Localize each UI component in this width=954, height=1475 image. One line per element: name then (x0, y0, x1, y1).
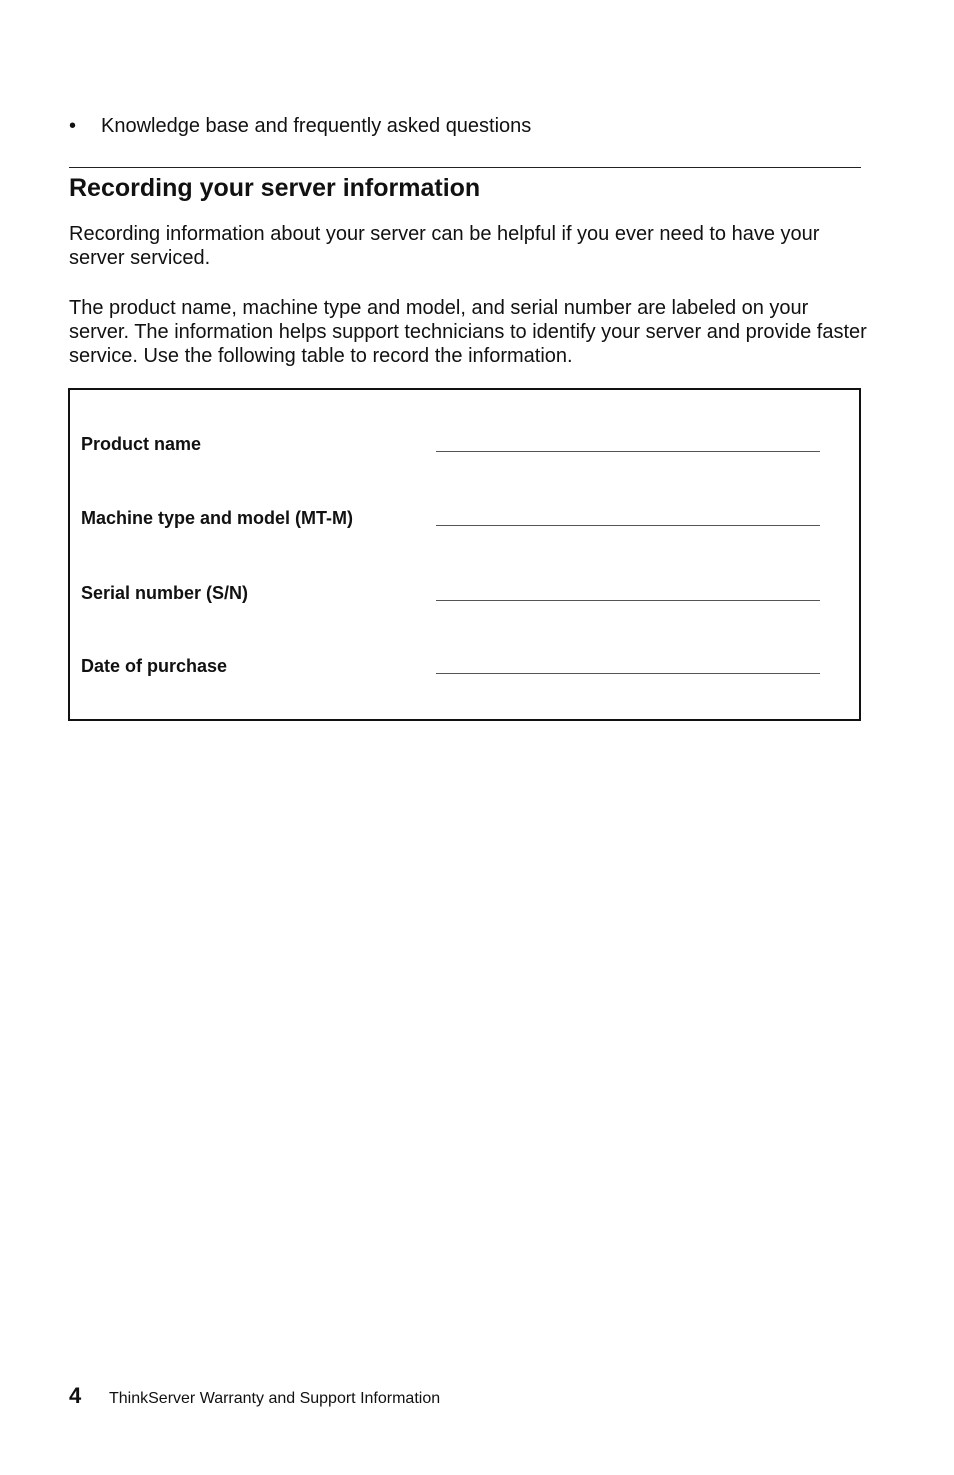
blank-entry-line (436, 600, 820, 601)
blank-entry-line (436, 451, 820, 452)
page-footer (69, 1383, 440, 1409)
blank-entry-line (436, 673, 820, 674)
section-heading: Recording your server information (69, 174, 481, 202)
bullet-icon: • (69, 115, 77, 137)
info-label: Machine type and model (MT-M) (81, 508, 354, 528)
instructions-paragraph: The product name, machine type and model, and serial number are labeled on your server. The information helps support technicians to identify your server and provide faster service. Use the following table to record the information. (69, 297, 867, 367)
intro-paragraph: Recording information about your server can be helpful if you ever need to have your server serviced. (69, 223, 820, 269)
info-row-machine-type (81, 505, 821, 531)
section-divider (69, 167, 861, 168)
list-item-text: Knowledge base and frequently asked questions (101, 115, 532, 137)
info-row-serial-number (81, 580, 821, 606)
list-item (69, 113, 531, 139)
document-title: ThinkServer Warranty and Support Information (109, 1390, 441, 1407)
page-number: 4 (69, 1383, 82, 1408)
info-row-date-of-purchase (81, 653, 821, 679)
info-row-product-name (81, 431, 821, 457)
info-label: Serial number (S/N) (81, 583, 249, 603)
blank-entry-line (436, 525, 820, 526)
info-label: Product name (81, 434, 202, 454)
server-info-table (68, 388, 861, 721)
info-label: Date of purchase (81, 656, 228, 676)
